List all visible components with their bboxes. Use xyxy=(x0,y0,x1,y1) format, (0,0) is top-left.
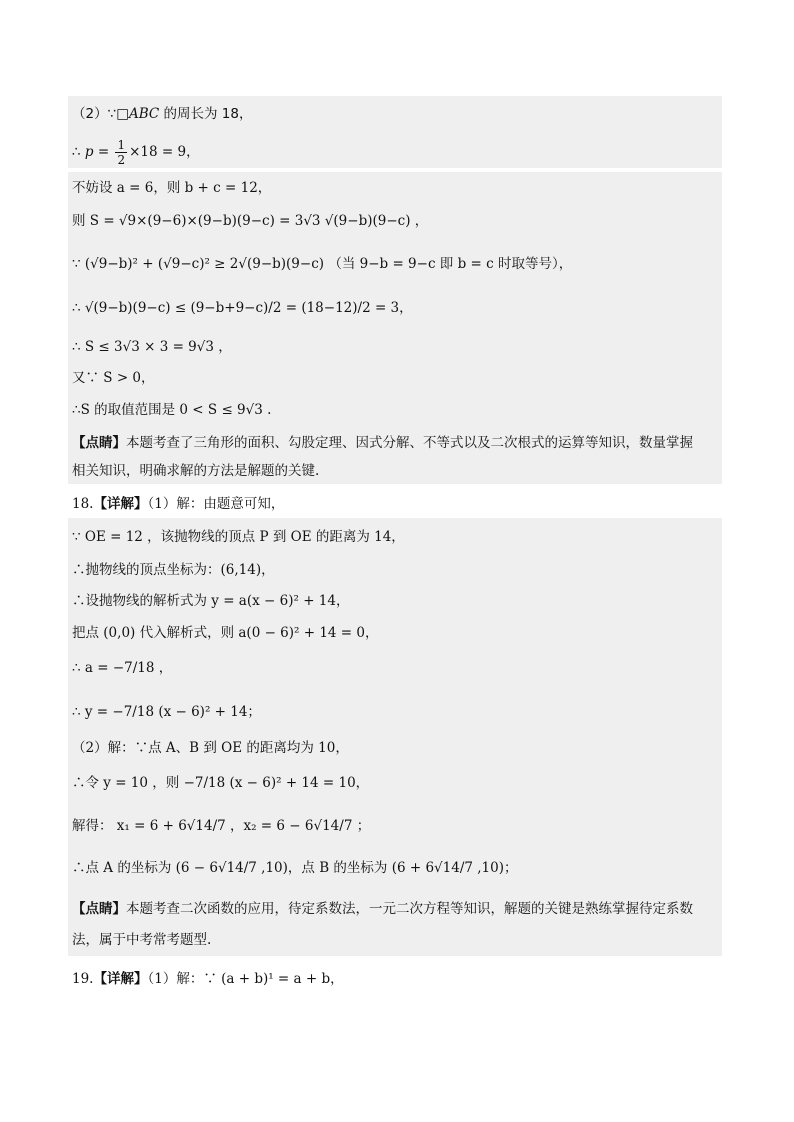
q18-line-3: ∴设抛物线的解析式为 y = a(x − 6)² + 14， xyxy=(72,593,350,609)
q18-line-9: 解得： x₁ = 6 + 6√14/7 ，x₂ = 6 − 6√14/7 ； xyxy=(72,818,371,834)
q18-line-5: ∴ a = −7/18 ， xyxy=(72,660,173,676)
inequality-line: ∵ (√9−b)² + (√9−c)² ≥ 2√(9−b)(9−c) （当 9−b = 9−c 即 b = c 时取等号）， xyxy=(72,256,573,272)
q18-line-7: （2）解：∵点 A、B 到 OE 的距离均为 10， xyxy=(72,740,349,756)
inequality-line-2: ∴ √(9−b)(9−c) ≤ (9−b+9−c)/2 = (18−12)/2 = 3， xyxy=(72,300,413,316)
q18-line-6: ∴ y = −7/18 (x − 6)² + 14； xyxy=(72,704,261,720)
q18-line-4: 把点 (0,0) 代入解析式，则 a(0 − 6)² + 14 = 0， xyxy=(72,625,379,641)
part2-line-2: ∴ p = $\frac{1}{2}$ ×18 = 9， xyxy=(72,138,200,167)
q19-heading: 19.【详解】（1）解：∵ (a + b)¹ = a + b， xyxy=(72,971,344,987)
area-bound-line: ∴ S ≤ 3√3 × 3 = 9√3 ， xyxy=(72,339,232,355)
highlight-band-3 xyxy=(68,518,722,956)
area-positive-line: 又∵ S > 0， xyxy=(72,370,155,386)
q18-heading: 18.【详解】（1）解：由题意可知， xyxy=(72,496,285,512)
area-formula-line: 则 S = √9×(9−6)×(9−b)(9−c) = 3√3 √(9−b)(9−c) ， xyxy=(72,213,429,229)
area-range-line: ∴S 的取值范围是 0 < S ≤ 9√3 . xyxy=(72,402,272,418)
comment-17-line-2: 相关知识，明确求解的方法是解题的关键. xyxy=(72,463,320,479)
q18-line-2: ∴抛物线的顶点坐标为：(6,14)， xyxy=(72,562,275,578)
part2-line-1: （2）∵□ABC 的周长为 18， xyxy=(72,106,253,122)
fraction-half: $\frac{1}{2}$ xyxy=(117,138,126,167)
q18-line-10: ∴点 A 的坐标为 (6 − 6√14/7 ,10)，点 B 的坐标为 (6 + 6√14/7 ,10)； xyxy=(72,860,518,876)
comment-18-line-2: 法，属于中考常考题型. xyxy=(72,932,212,948)
assume-line: 不妨设 a = 6，则 b + c = 12， xyxy=(72,180,272,196)
q18-line-8: ∴令 y = 10 ，则 −7/18 (x − 6)² + 14 = 10， xyxy=(72,775,370,791)
comment-18-line-1: 【点睛】本题考查二次函数的应用，待定系数法，一元二次方程等知识，解题的关键是熟练掌握待定系数 xyxy=(72,901,693,917)
comment-17-line-1: 【点睛】本题考查了三角形的面积、勾股定理、因式分解、不等式以及二次根式的运算等知识，数量掌握 xyxy=(72,435,693,451)
q18-line-1: ∵ OE = 12 ，该抛物线的顶点 P 到 OE 的距离为 14， xyxy=(72,529,405,545)
